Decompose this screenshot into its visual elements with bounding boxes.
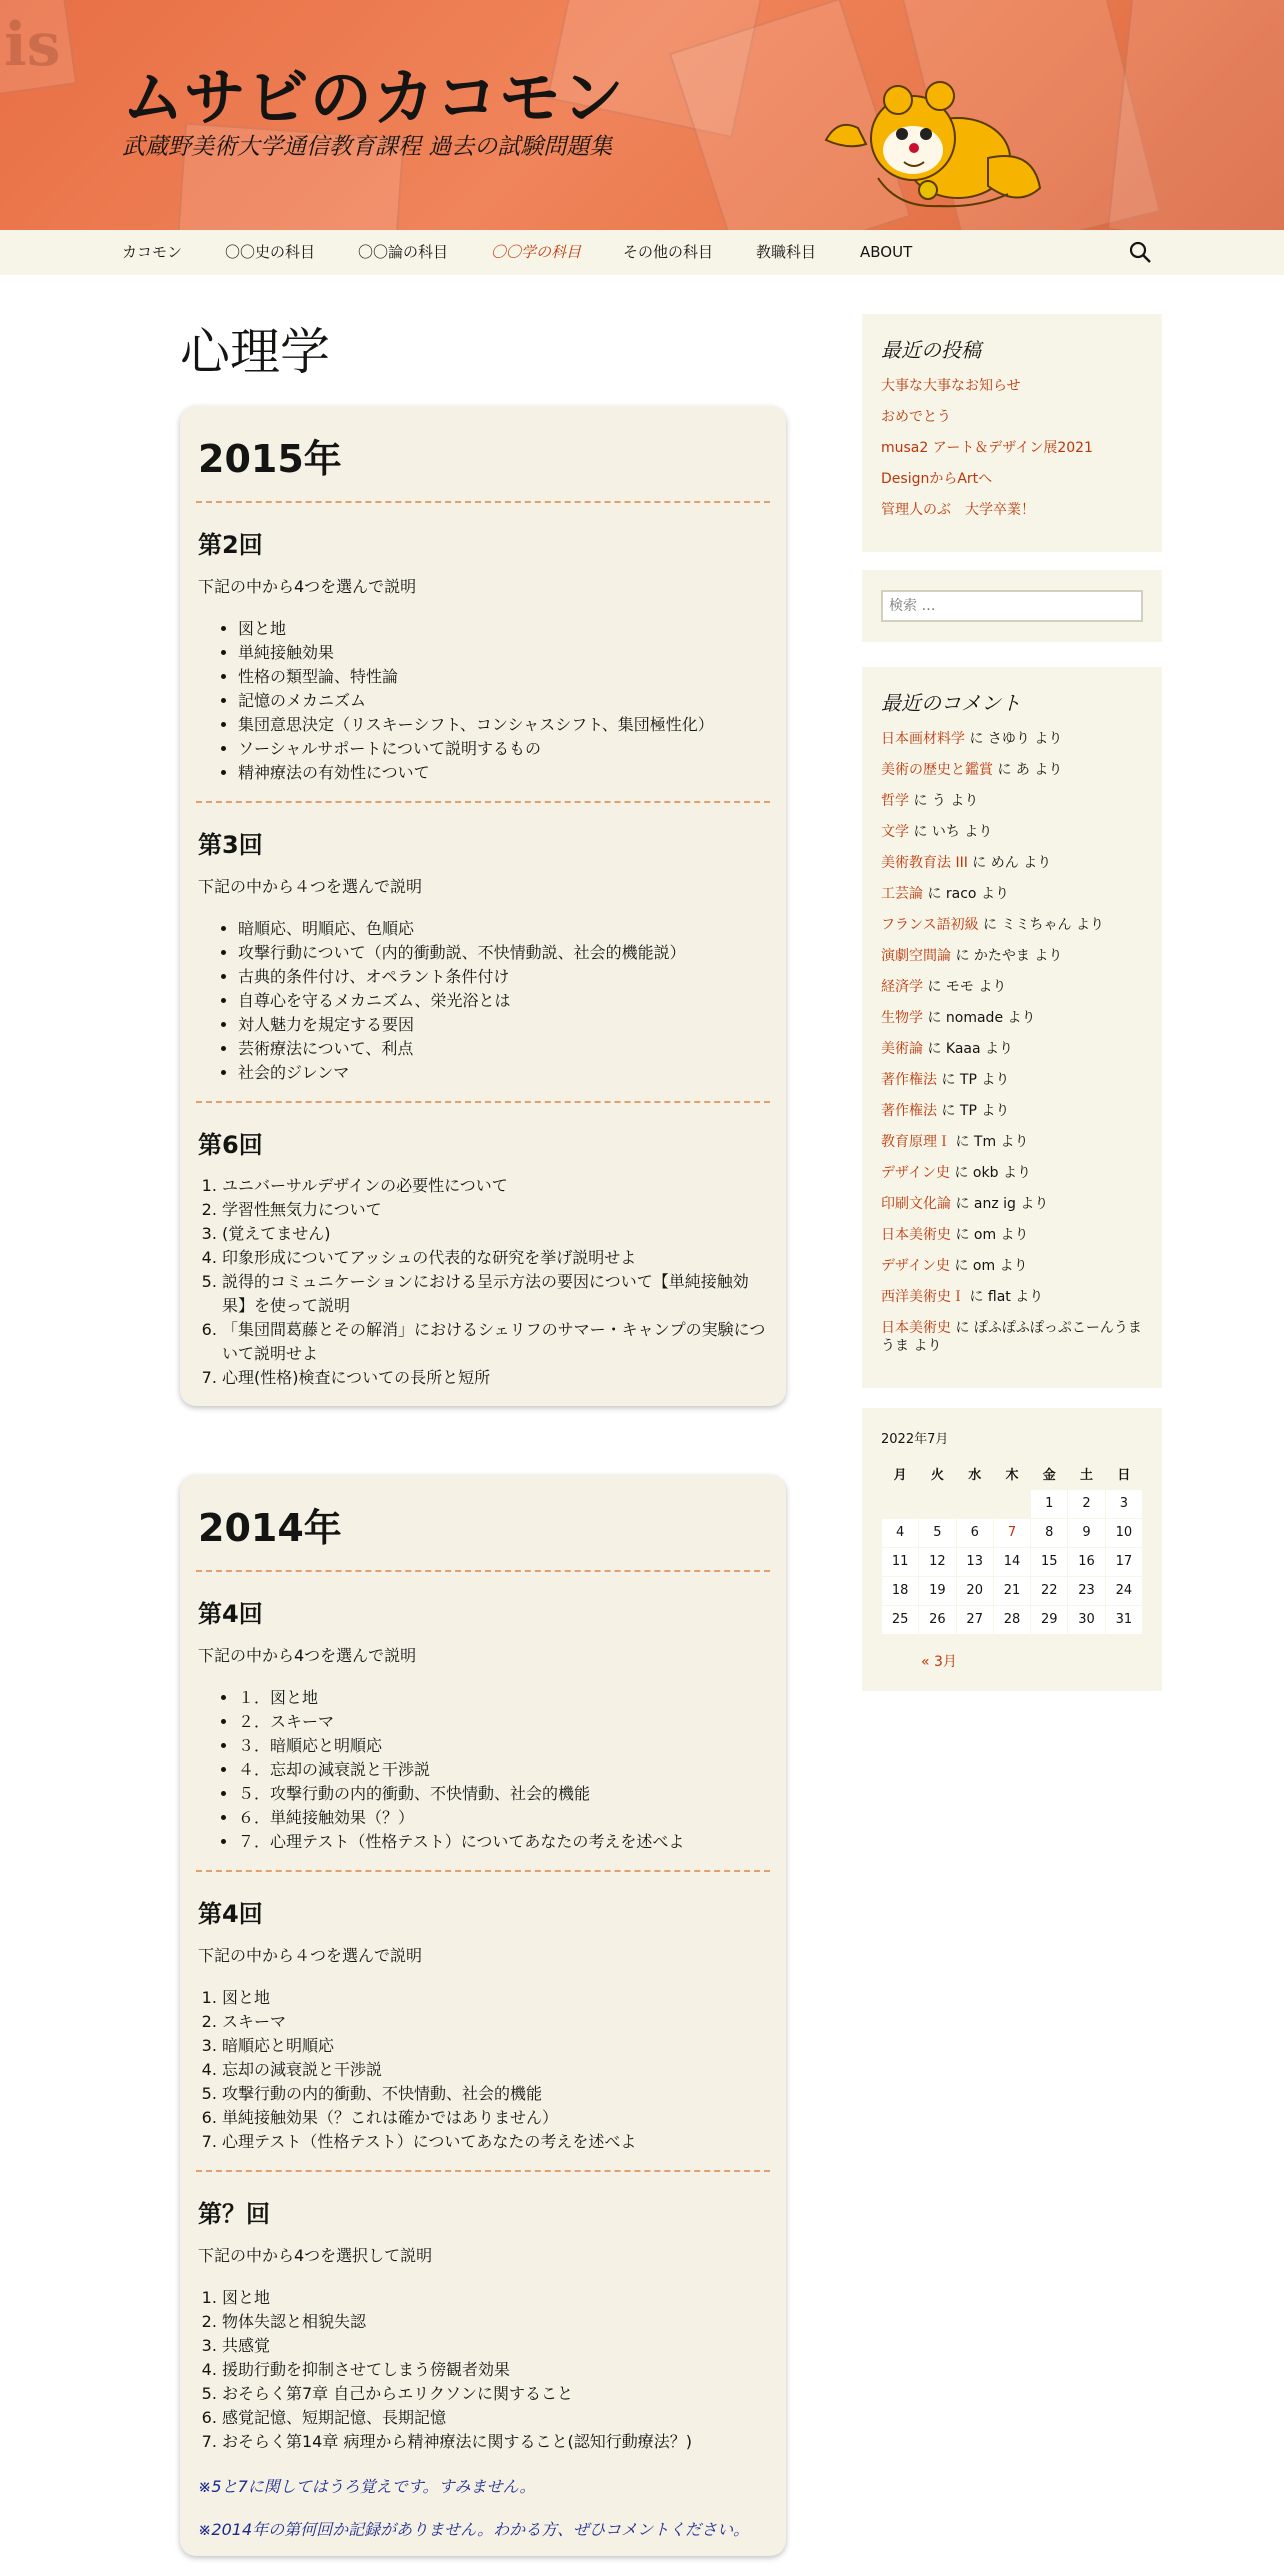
recent-comment (881, 978, 1143, 996)
recent-comment (881, 730, 1143, 748)
search-input[interactable] (881, 590, 1143, 622)
question-item: 6. 単純接触効果（？これは確かではありません） (222, 2106, 768, 2130)
calendar-day: 31 (1105, 1605, 1142, 1634)
comment-author-text: に TP より (937, 1103, 1010, 1119)
calendar-day: 16 (1068, 1547, 1105, 1576)
calendar-day: 23 (1068, 1576, 1105, 1605)
comment-post-link[interactable]: 美術教育法 III (881, 855, 968, 871)
question-list (222, 1986, 768, 2154)
calendar-weekday: 日 (1117, 1468, 1131, 1484)
question-item: • 記憶のメカニズム (238, 689, 768, 713)
comment-post-link[interactable]: 工芸論 (881, 886, 923, 902)
header-decoration (1107, 0, 1284, 230)
question-item: • ６．単純接触効果（？） (238, 1806, 768, 1830)
calendar-day: 20 (956, 1576, 993, 1605)
recent-comments-title: 最近のコメント (881, 691, 1021, 715)
calendar-day: 27 (956, 1605, 993, 1634)
calendar-day[interactable]: 7 (993, 1518, 1030, 1547)
nav-item-about[interactable]: ABOUT (860, 243, 913, 261)
question-item: 2. 学習性無気力について (222, 1198, 768, 1222)
calendar-day: 17 (1105, 1547, 1142, 1576)
comment-author-text: に めん より (967, 855, 1052, 871)
calendar-day: 24 (1105, 1576, 1142, 1605)
exam-session (196, 1103, 770, 1406)
comment-post-link[interactable]: 哲学 (881, 793, 909, 809)
page-title: 心理学 (180, 323, 330, 381)
question-item: • 古典的条件付け、オペラント条件付け (238, 965, 768, 989)
question-item: • ３．暗順応と明順応 (238, 1734, 768, 1758)
calendar-day: 15 (1031, 1547, 1068, 1576)
recent-comment (881, 947, 1143, 965)
recent-posts-widget (862, 314, 1162, 552)
session-instructions: 下記の中から4つを選んで説明 (198, 1646, 417, 1665)
question-item: • 自尊心を守るメカニズム、栄光浴とは (238, 989, 768, 1013)
calendar-day: 21 (993, 1576, 1030, 1605)
header-decoration: is (4, 10, 61, 80)
recent-comment (881, 1133, 1143, 1151)
recent-comment (881, 1040, 1143, 1058)
calendar-widget (862, 1408, 1162, 1691)
question-list (238, 917, 768, 1085)
calendar-empty-cell (919, 1489, 956, 1518)
comment-author-text: に om より (950, 1258, 1028, 1274)
main-navigation (0, 230, 1284, 275)
recent-comment (881, 1102, 1143, 1120)
site-title[interactable]: ムサビのカコモン (122, 61, 625, 134)
calendar-day: 12 (919, 1547, 956, 1576)
question-item: • 社会的ジレンマ (238, 1061, 768, 1085)
comment-post-link[interactable]: デザイン史 (881, 1165, 951, 1181)
exam-year-section (180, 1475, 786, 2556)
question-item: • ７．心理テスト（性格テスト）についてあなたの考えを述べよ (238, 1830, 768, 1854)
calendar-empty-cell (993, 1489, 1030, 1518)
comment-author-text: に nomade より (923, 1010, 1036, 1026)
search-icon[interactable] (1128, 240, 1152, 264)
calendar-prev-link[interactable]: « 3月 (921, 1653, 957, 1670)
comment-author-text: に モモ より (923, 979, 1007, 995)
recent-comment (881, 823, 1143, 841)
comment-author-text: に om より (951, 1227, 1029, 1243)
section-note: ※5と7に関してはうろ覚えです。すみません。 (198, 2477, 536, 2496)
calendar-day: 25 (882, 1605, 919, 1634)
calendar-day: 30 (1068, 1605, 1105, 1634)
question-item: 2. 物体失認と相貌失認 (222, 2310, 768, 2334)
calendar-weekday: 月 (893, 1468, 907, 1484)
calendar-day: 6 (956, 1518, 993, 1547)
comment-author-text: に う より (909, 793, 979, 809)
session-heading: 第4回 (198, 1900, 263, 1928)
recent-comment (881, 761, 1143, 779)
recent-comment (881, 1288, 1143, 1306)
recent-comment (881, 916, 1143, 934)
question-item: 1. 図と地 (222, 1986, 768, 2010)
nav-item-kakomon[interactable]: カコモン (122, 243, 183, 261)
site-header (0, 0, 1284, 230)
session-heading: 第6回 (198, 1131, 263, 1159)
comment-post-link[interactable]: 西洋美術史Ｉ (881, 1289, 965, 1305)
session-heading: 第4回 (198, 1600, 263, 1628)
question-item: 4. 印象形成についてアッシュの代表的な研究を挙げ説明せよ (222, 1246, 768, 1270)
question-item: • 攻撃行動について（内的衝動説、不快情動説、社会的機能説） (238, 941, 768, 965)
question-item: 7. おそらく第14章 病理から精神療法に関すること(認知行動療法？) (222, 2430, 768, 2454)
recent-comment (881, 1226, 1143, 1244)
comment-author-text: に ぽふぽふぽっぷこーんうまうま より (881, 1320, 1142, 1354)
comment-author-text: に かたやま より (951, 948, 1063, 964)
recent-post-link[interactable]: musa2 アート＆デザイン展2021 (881, 440, 1093, 456)
calendar-caption: 2022年7月 (881, 1432, 949, 1447)
calendar-day: 3 (1105, 1489, 1142, 1518)
question-item: 4. 援助行動を抑制させてしまう傍観者効果 (222, 2358, 768, 2382)
question-item: 6. 「集団間葛藤とその解消」におけるシェリフのサマー・キャンプの実験について説明せよ (222, 1318, 768, 1366)
recent-comments-widget (862, 667, 1162, 1388)
session-heading: 第3回 (198, 831, 263, 859)
recent-comment (881, 885, 1143, 903)
recent-post-link[interactable]: おめでとう (881, 409, 951, 425)
recent-post-link[interactable]: DesignからArtへ (881, 471, 993, 487)
recent-comment (881, 792, 1143, 810)
comment-post-link[interactable]: 日本美術史 (881, 1320, 951, 1336)
calendar-day: 18 (882, 1576, 919, 1605)
comment-post-link[interactable]: 日本美術史 (881, 1227, 951, 1243)
comment-post-link[interactable]: 生物学 (881, 1010, 923, 1026)
question-item: 5. 説得的コミュニケーションにおける呈示方法の要因について【単純接触効果】を使って説明 (222, 1270, 768, 1318)
calendar-day: 19 (919, 1576, 956, 1605)
question-item: 2. スキーマ (222, 2010, 768, 2034)
question-item: • 図と地 (238, 617, 768, 641)
exam-session (196, 803, 770, 1103)
comment-post-link[interactable]: 著作権法 (881, 1072, 937, 1088)
question-list (238, 1686, 768, 1854)
question-item: • １．図と地 (238, 1686, 768, 1710)
comment-author-text: に TP より (937, 1072, 1010, 1088)
comment-author-text: に さゆり より (965, 731, 1063, 747)
recent-post-link[interactable]: 大事な大事なお知らせ (881, 378, 1021, 394)
question-list (222, 2286, 768, 2454)
exam-year-section (180, 406, 786, 1406)
question-item: 7. 心理(性格)検査についての長所と短所 (222, 1366, 768, 1390)
calendar-weekday: 水 (968, 1468, 982, 1484)
question-item: • 芸術療法について、利点 (238, 1037, 768, 1061)
comment-author-text: に あ より (993, 762, 1063, 778)
calendar-table (881, 1459, 1143, 1635)
comment-author-text: に ミミちゃん より (978, 917, 1104, 933)
comment-post-link[interactable]: 教育原理Ｉ (881, 1134, 951, 1150)
recent-comment (881, 1071, 1143, 1089)
calendar-day: 1 (1031, 1489, 1068, 1518)
calendar-day: 8 (1031, 1518, 1068, 1547)
comment-author-text: に okb より (950, 1165, 1031, 1181)
comment-post-link[interactable]: フランス語初級 (881, 917, 979, 933)
recent-posts-title: 最近の投稿 (881, 338, 981, 362)
question-item: 6. 感覚記憶、短期記憶、長期記憶 (222, 2406, 768, 2430)
session-heading: 第2回 (198, 531, 263, 559)
calendar-weekday: 火 (930, 1468, 944, 1484)
question-item: 3. 暗順応と明順応 (222, 2034, 768, 2058)
question-item: 5. 攻撃行動の内的衝動、不快情動、社会的機能 (222, 2082, 768, 2106)
comment-post-link[interactable]: 美術論 (881, 1041, 923, 1057)
question-item: • 精神療法の有効性について (238, 761, 768, 785)
recent-post-link[interactable]: 管理人のぶ 大学卒業！ (881, 502, 1035, 518)
question-list (222, 1174, 768, 1390)
calendar-day: 11 (882, 1547, 919, 1576)
question-item: • ５．攻撃行動の内的衝動、不快情動、社会的機能 (238, 1782, 768, 1806)
question-item: 1. ユニバーサルデザインの必要性について (222, 1174, 768, 1198)
comment-author-text: に anz ig より (951, 1196, 1049, 1212)
calendar-day: 5 (919, 1518, 956, 1547)
calendar-empty-cell (956, 1489, 993, 1518)
question-item: 3. (覚えてません) (222, 1222, 768, 1246)
calendar-weekday: 金 (1042, 1468, 1056, 1484)
recent-comment (881, 1164, 1143, 1182)
question-list (238, 617, 768, 785)
question-item: 7. 心理テスト（性格テスト）についてあなたの考えを述べよ (222, 2130, 768, 2154)
comment-author-text: に いち より (909, 824, 993, 840)
session-heading: 第？回 (198, 2200, 270, 2228)
site-description: 武蔵野美術大学通信教育課程 過去の試験問題集 (122, 134, 613, 160)
question-item: 4. 忘却の減衰説と干渉説 (222, 2058, 768, 2082)
calendar-day: 9 (1068, 1518, 1105, 1547)
recent-comment (881, 1319, 1143, 1355)
comment-post-link[interactable]: 演劇空間論 (881, 948, 951, 964)
question-item: 1. 図と地 (222, 2286, 768, 2310)
calendar-day: 29 (1031, 1605, 1068, 1634)
year-heading: 2015年 (196, 406, 770, 503)
calendar-day: 2 (1068, 1489, 1105, 1518)
question-item: • 単純接触効果 (238, 641, 768, 665)
calendar-day: 28 (993, 1605, 1030, 1634)
question-item: • ４．忘却の減衰説と干渉説 (238, 1758, 768, 1782)
recent-comment (881, 1009, 1143, 1027)
exam-session (196, 2172, 770, 2556)
session-instructions: 下記の中から４つを選んで説明 (198, 877, 423, 896)
nav-item-teacher-training[interactable]: 教職科目 (756, 243, 817, 261)
question-item: • ２．スキーマ (238, 1710, 768, 1734)
question-item: • 性格の類型論、特性論 (238, 665, 768, 689)
question-item: 3. 共感覚 (222, 2334, 768, 2358)
calendar-day: 4 (882, 1518, 919, 1547)
question-item: • 対人魅力を規定する要因 (238, 1013, 768, 1037)
exam-session (196, 503, 770, 803)
mascot-logo-icon (818, 58, 1048, 218)
calendar-empty-cell (882, 1489, 919, 1518)
calendar-day: 14 (993, 1547, 1030, 1576)
question-item: • ソーシャルサポートについて説明するもの (238, 737, 768, 761)
calendar-day: 26 (919, 1605, 956, 1634)
nav-item-other-subjects[interactable]: その他の科目 (623, 243, 714, 261)
question-item: 5. おそらく第7章 自己からエリクソンに関すること (222, 2382, 768, 2406)
session-instructions: 下記の中から４つを選んで説明 (198, 1946, 423, 1965)
recent-comment (881, 1195, 1143, 1213)
comment-author-text: に flat より (965, 1289, 1044, 1305)
calendar-weekday: 土 (1080, 1468, 1094, 1484)
nav-item-science-subjects[interactable]: 〇〇学の科目 (491, 243, 582, 261)
nav-item-theory-subjects[interactable]: 〇〇論の科目 (358, 243, 449, 261)
comment-post-link[interactable]: 文学 (881, 824, 909, 840)
comment-post-link[interactable]: 経済学 (881, 979, 923, 995)
question-item: • 集団意思決定（リスキーシフト、コンシャスシフト、集団極性化） (238, 713, 768, 737)
nav-item-history-subjects[interactable]: 〇〇史の科目 (225, 243, 316, 261)
question-item: • 暗順応、明順応、色順応 (238, 917, 768, 941)
comment-post-link[interactable]: 日本画材料学 (881, 731, 965, 747)
search-widget (862, 570, 1162, 642)
comment-post-link[interactable]: 著作権法 (881, 1103, 937, 1119)
calendar-day: 10 (1105, 1518, 1142, 1547)
calendar-weekday: 木 (1005, 1468, 1019, 1484)
exam-session (196, 1872, 770, 2172)
year-heading: 2014年 (196, 1475, 770, 1572)
comment-author-text: に raco より (923, 886, 1009, 902)
comment-post-link[interactable]: デザイン史 (881, 1258, 951, 1274)
exam-session (196, 1572, 770, 1872)
comment-post-link[interactable]: 印刷文化論 (881, 1196, 951, 1212)
session-instructions: 下記の中から4つを選んで説明 (198, 577, 417, 596)
calendar-day: 13 (956, 1547, 993, 1576)
calendar-day: 22 (1031, 1576, 1068, 1605)
section-note: ※2014年の第何回か記録がありません。わかる方、ぜひコメントください。 (198, 2520, 750, 2539)
recent-comment (881, 854, 1143, 872)
recent-comment (881, 1257, 1143, 1275)
session-instructions: 下記の中から4つを選択して説明 (198, 2246, 433, 2265)
comment-post-link[interactable]: 美術の歴史と鑑賞 (881, 762, 993, 778)
comment-author-text: に Tm より (951, 1134, 1029, 1150)
comment-author-text: に Kaaa より (923, 1041, 1014, 1057)
